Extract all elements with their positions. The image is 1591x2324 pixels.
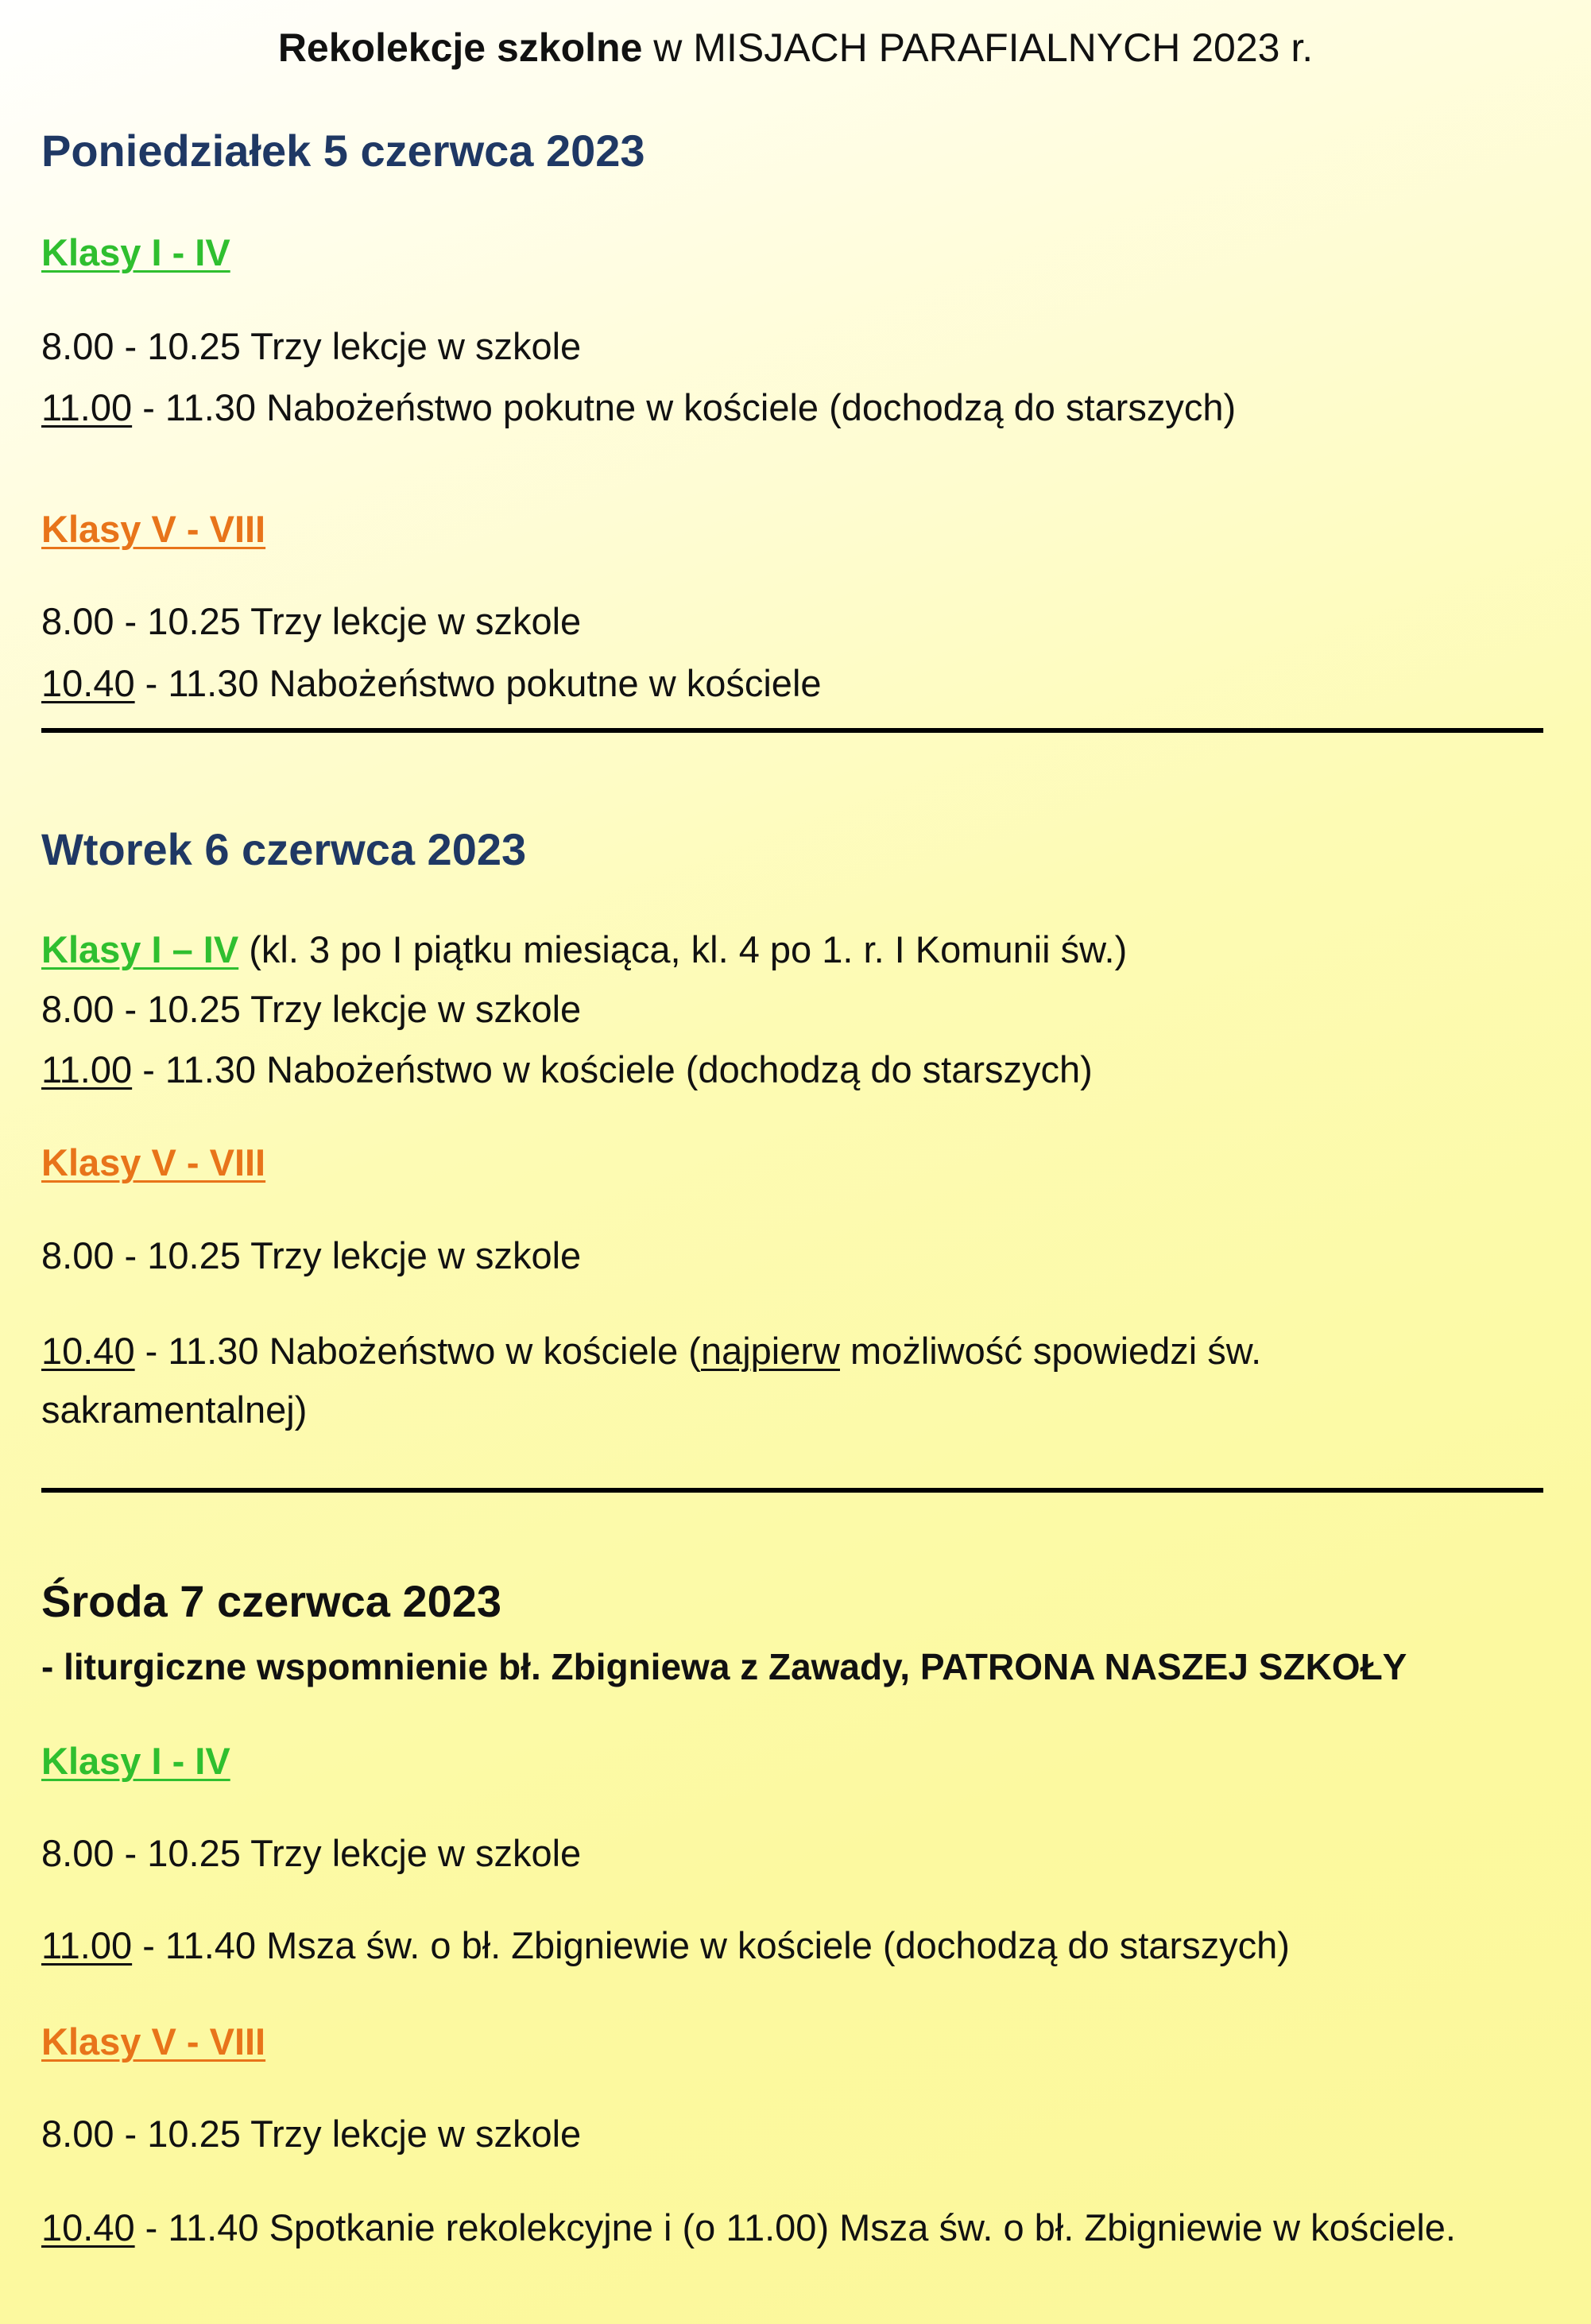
- wednesday-group2-row2-time: 10.40: [41, 2206, 135, 2248]
- tuesday-group1-label-line: [41, 926, 1127, 974]
- wednesday-heading: Środa 7 czerwca 2023: [41, 1576, 502, 1626]
- monday-group1-row2-text: - 11.30 Nabożeństwo pokutne w kościele (dochodzą do starszych): [132, 386, 1237, 428]
- wednesday-group2-row2-text: - 11.40 Spotkanie rekolekcyjne i (o 11.00) Msza św. o bł. Zbigniewie w kościele.: [134, 2206, 1456, 2248]
- section-divider-1: [41, 728, 1543, 733]
- wednesday-subtitle: - liturgiczne wspomnienie bł. Zbigniewa z Zawady, PATRONA NASZEJ SZKOŁY: [41, 1646, 1407, 1687]
- title-bold: Rekolekcje szkolne: [277, 25, 643, 70]
- tuesday-group2-row2: [41, 1327, 1261, 1375]
- tuesday-group1-row2-text: - 11.30 Nabożeństwo w kościele (dochodzą do starszych): [132, 1048, 1093, 1090]
- tuesday-group2-row2-emphasis: najpierw: [700, 1330, 840, 1372]
- wednesday-group2-row1: 8.00 - 10.25 Trzy lekcje w szkole: [41, 2113, 582, 2155]
- wednesday-group1-label-line: [41, 1737, 230, 1785]
- monday-group2-label: Klasy V - VIII: [41, 508, 266, 550]
- title-rest: w MISJACH PARAFIALNYCH 2023 r.: [642, 25, 1314, 70]
- tuesday-group2-row2-continued: sakramentalnej): [41, 1389, 308, 1431]
- wednesday-group1-row1: 8.00 - 10.25 Trzy lekcje w szkole: [41, 1832, 582, 1874]
- monday-group2-row2-time: 10.40: [41, 662, 135, 704]
- wednesday-group1-label: Klasy I - IV: [41, 1740, 230, 1782]
- wednesday-group2-row2: [41, 2204, 1456, 2252]
- tuesday-group2-row2-text-a: - 11.30 Nabożeństwo w kościele (: [134, 1330, 701, 1372]
- tuesday-group2-row1: 8.00 - 10.25 Trzy lekcje w szkole: [41, 1234, 582, 1276]
- tuesday-group1-row2: [41, 1046, 1093, 1094]
- wednesday-group1-row2-time: 11.00: [41, 1924, 133, 1966]
- tuesday-group1-row1: 8.00 - 10.25 Trzy lekcje w szkole: [41, 988, 582, 1030]
- monday-group1-row2-time: 11.00: [41, 386, 133, 428]
- wednesday-group1-row2-text: - 11.40 Msza św. o bł. Zbigniewie w kościele (dochodzą do starszych): [132, 1924, 1290, 1966]
- tuesday-group2-row2-time: 10.40: [41, 1330, 135, 1372]
- monday-group2-row2-text: - 11.30 Nabożeństwo pokutne w kościele: [134, 662, 822, 704]
- section-divider-2: [41, 1488, 1543, 1493]
- monday-group2-label-line: [41, 505, 265, 553]
- tuesday-heading: Wtorek 6 czerwca 2023: [41, 824, 527, 874]
- wednesday-group2-label-line: [41, 2018, 265, 2066]
- monday-group2-row2: [41, 660, 822, 707]
- tuesday-group1-note: (kl. 3 po I piątku miesiąca, kl. 4 po 1. r. I Komunii św.): [238, 928, 1128, 970]
- monday-group1-row1: 8.00 - 10.25 Trzy lekcje w szkole: [41, 325, 582, 367]
- wednesday-group2-label: Klasy V - VIII: [41, 2020, 266, 2063]
- wednesday-group1-row2: [41, 1922, 1290, 1970]
- monday-heading: Poniedziałek 5 czerwca 2023: [41, 126, 645, 176]
- tuesday-group2-label-line: [41, 1139, 265, 1187]
- monday-group1-row2: [41, 384, 1236, 432]
- monday-group2-row1: 8.00 - 10.25 Trzy lekcje w szkole: [41, 600, 582, 642]
- monday-group1-label-line: [41, 229, 230, 277]
- tuesday-group2-label: Klasy V - VIII: [41, 1141, 266, 1183]
- tuesday-group2-row2-text-b: możliwość spowiedzi św.: [839, 1330, 1262, 1372]
- tuesday-group1-label: Klasy I – IV: [41, 928, 239, 970]
- tuesday-group1-row2-time: 11.00: [41, 1048, 133, 1090]
- monday-group1-label: Klasy I - IV: [41, 231, 230, 273]
- document-title: [0, 24, 1591, 72]
